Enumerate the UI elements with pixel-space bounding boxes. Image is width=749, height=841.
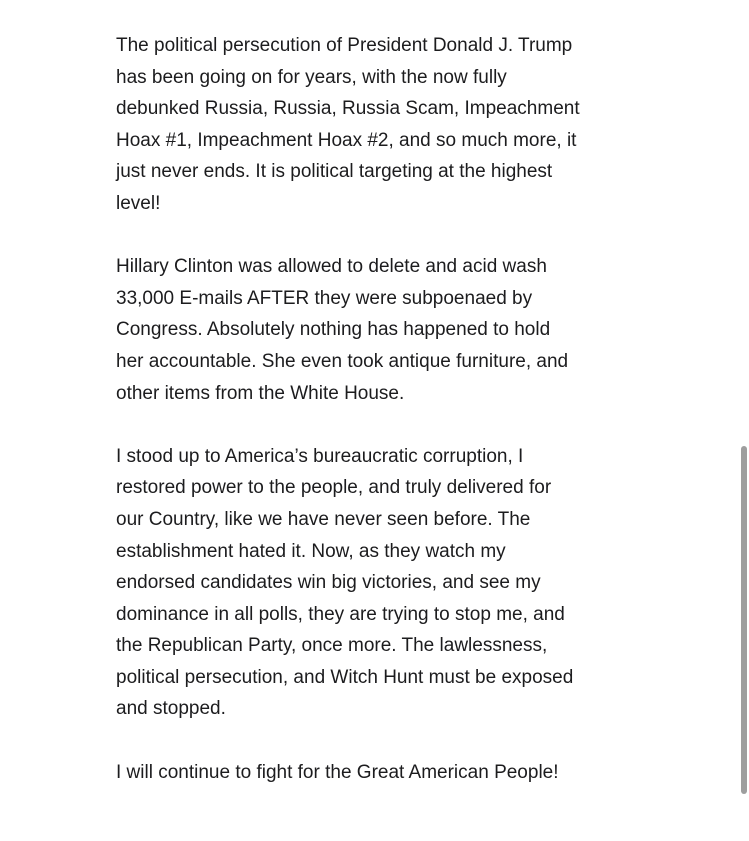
- document-body: [116, 30, 616, 788]
- paragraph-4: I will continue to fight for the Great American People!: [116, 761, 559, 783]
- paragraph-3: I stood up to America’s bureaucratic corruption, I restored power to the people, and truly delivered for our Country, like we have never seen before. The establishment hated it. Now, as they watch my endorsed candidates win big victories, and see my dominance in all polls, they are trying to stop me, and the Republican Party, once more. The lawlessness, political persecution, and Witch Hunt must be exposed and stopped.: [116, 445, 574, 720]
- vertical-scrollbar[interactable]: [737, 0, 749, 841]
- paragraph-1: The political persecution of President Donald J. Trump has been going on for years, with the now fully debunked Russia, Russia, Russia Scam, Impeachment Hoax #1, Impeachment Hoax #2, and so much more, it just never ends. It is political targeting at the highest level!: [116, 35, 580, 214]
- scrollbar-thumb[interactable]: [741, 446, 747, 794]
- paragraph-2: Hillary Clinton was allowed to delete and acid wash 33,000 E-mails AFTER they were subpoenaed by Congress. Absolutely nothing has happened to hold her accountable. She even took antique furniture, and other items from the White House.: [116, 256, 569, 404]
